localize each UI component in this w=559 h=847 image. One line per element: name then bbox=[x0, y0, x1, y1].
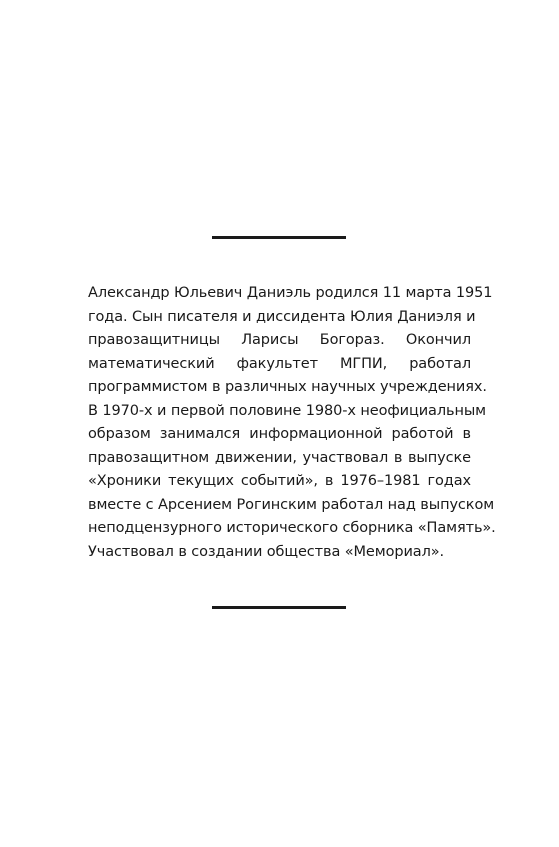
text-line: «Хроники текущих событий», в 1976–1981 годах bbox=[88, 473, 471, 489]
text-line: программистом в различных научных учреждениях. bbox=[88, 379, 487, 395]
text-line: Участвовал в создании общества «Мемориал». bbox=[88, 543, 445, 560]
text-line: В 1970-х и первой половине 1980-х неофициальным bbox=[88, 402, 487, 419]
top-divider bbox=[212, 236, 346, 239]
biography-paragraph bbox=[88, 282, 496, 564]
text-line: года. Сын писателя и диссидента Юлия Даниэля и bbox=[88, 308, 476, 325]
text-line: правозащитном движении, участвовал в выпуске bbox=[88, 449, 471, 466]
text-line: вместе с Арсением Рогинским работал над выпуском bbox=[88, 496, 495, 513]
text-line: правозащитницы Ларисы Богораз. Окончил bbox=[88, 332, 471, 348]
text-line: образом занимался информационной работой в bbox=[88, 426, 471, 442]
text-line: математический факультет МГПИ, работал bbox=[88, 355, 471, 372]
text-line: Александр Юльевич Даниэль родился 11 марта 1951 bbox=[88, 285, 493, 301]
bottom-divider bbox=[212, 606, 346, 609]
text-line: неподцензурного исторического сборника «Память». bbox=[88, 520, 496, 536]
